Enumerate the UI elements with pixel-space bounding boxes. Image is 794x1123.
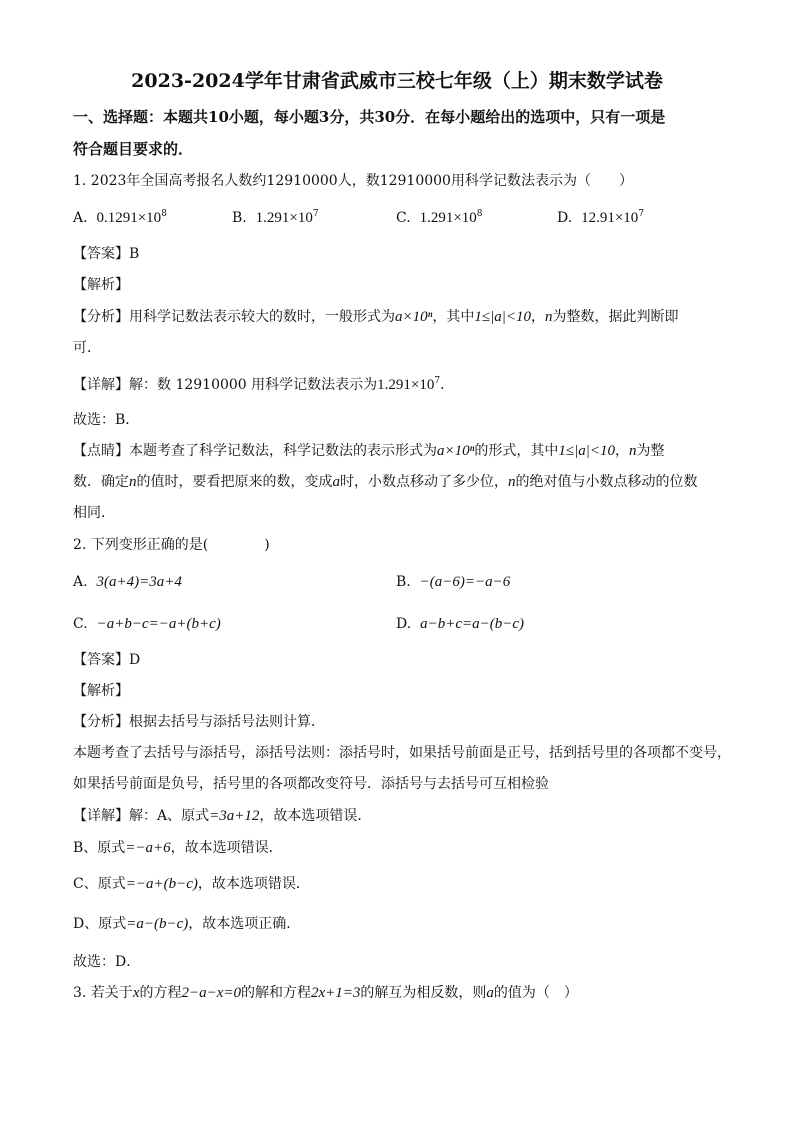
q2-option-b — [396, 572, 510, 592]
math-variable: n — [628, 443, 637, 459]
option-letter: A. — [73, 210, 88, 226]
text-run: ，故本选项正确． — [188, 916, 301, 932]
q2-detail-c — [73, 874, 310, 894]
option-value: 3(a+4)=3a+4 — [96, 574, 182, 590]
math-variable: n — [544, 309, 553, 325]
math-expression: =−a+(b−c) — [125, 876, 198, 892]
math-expression: a×10ⁿ — [395, 309, 433, 325]
q2-explain-line2: 如果括号前面是负号，括号里的各项都改变符号．添括号与去括号可互相检验 — [73, 776, 549, 792]
option-letter: B. — [396, 574, 411, 590]
text-run: D、原式 — [73, 916, 127, 932]
q1-answer: 【答案】B — [73, 246, 140, 262]
math-expression: 2x+1=3 — [311, 985, 361, 1001]
q2-detail-a — [73, 806, 371, 826]
q2-explain-line1: 本题考查了去括号与添括号，添括号法则：添括号时，如果括号前面是正号，括到括号里的各项都不变号， — [73, 745, 731, 761]
math-variable: a — [486, 985, 494, 1001]
math-expression: 1≤|a|<10 — [474, 309, 531, 325]
text-run: ，故本选项错误． — [197, 876, 310, 892]
text-run: ， — [614, 443, 629, 459]
math-variable: n — [508, 474, 516, 490]
option-value: 1.291×10 — [255, 210, 313, 226]
option-letter: D. — [396, 616, 412, 632]
option-value: −a+b−c=−a+(b+c) — [96, 616, 221, 632]
q2-analysis-tag: 【解析】 — [73, 683, 129, 699]
text-run: C、原式 — [73, 876, 126, 892]
section-heading-line2: 符合题目要求的． — [73, 140, 194, 158]
q1-fenxi-line1 — [73, 307, 678, 327]
q1-choice: 故选：B． — [73, 412, 140, 428]
option-value: 0.1291×10 — [96, 210, 162, 226]
math-expression: 1≤|a|<10 — [558, 443, 615, 459]
text-run: ，故本选项错误． — [259, 808, 372, 824]
option-value: −(a−6)=−a−6 — [419, 574, 511, 590]
section-heading-line1: 一、选择题：本题共10小题，每小题3分，共30分．在每小题给出的选项中，只有一项是 — [73, 108, 666, 126]
text-run: ，其中 — [432, 309, 475, 325]
option-value: a−b+c=a−(b−c) — [420, 616, 525, 632]
q1-stem: 1. 2023年全国高考报名人数约12910000人，数12910000用科学记数法表示为（ ） — [73, 173, 633, 189]
q2-answer: 【答案】D — [73, 652, 141, 668]
option-value: 1.291×10 — [419, 210, 477, 226]
text-run: 【详解】解：A、原式 — [73, 808, 210, 824]
math-expression: a×10ⁿ — [437, 443, 475, 459]
text-run: 3. 若关于 — [73, 985, 133, 1001]
text-run: 【详解】解：数 12910000 用科学记数法表示为 — [73, 377, 378, 393]
q3-stem — [73, 983, 578, 1003]
q1-dianjing-line3: 相同． — [73, 505, 115, 521]
q2-choice: 故选：D． — [73, 954, 141, 970]
text-run: 数．确定 — [73, 474, 129, 490]
q1-analysis-tag: 【解析】 — [73, 277, 129, 293]
q1-option-c — [396, 208, 483, 228]
text-run: 时，小数点移动了多少位， — [340, 474, 508, 490]
q2-fenxi: 【分析】根据去括号与添括号法则计算． — [73, 714, 325, 730]
option-letter: C. — [396, 210, 411, 226]
q1-detail — [73, 375, 454, 395]
text-run: 的值为（ ） — [493, 985, 578, 1001]
text-run: B、原式 — [73, 840, 126, 856]
text-run: 的解互为相反数，则 — [360, 985, 487, 1001]
option-exponent: 7 — [312, 209, 319, 219]
q1-option-a — [73, 208, 167, 228]
q2-stem: 2. 下列变形正确的是( ) — [73, 537, 270, 553]
option-exponent: 8 — [476, 209, 483, 219]
q1-dianjing-line1 — [73, 441, 664, 461]
math-expression: 1.291×10 — [377, 377, 435, 393]
math-variable: n — [129, 474, 137, 490]
q2-option-c — [73, 614, 221, 634]
q1-dianjing-line2 — [73, 472, 698, 492]
text-run: 【点睛】本题考查了科学记数法，科学记数法的表示形式为 — [73, 443, 437, 459]
q1-fenxi-line2: 可． — [73, 340, 101, 356]
math-expression: 2−a−x=0 — [181, 985, 242, 1001]
q2-detail-b — [73, 838, 283, 858]
text-run: 的解和方程 — [241, 985, 312, 1001]
math-expression: =a−(b−c) — [126, 916, 189, 932]
q1-option-d — [557, 208, 644, 228]
text-run: 的形式，其中 — [474, 443, 559, 459]
q1-option-b — [232, 208, 319, 228]
text-run: 为整数，据此判断即 — [552, 309, 679, 325]
math-expression: =3a+12 — [209, 808, 260, 824]
option-exponent: 8 — [161, 209, 167, 219]
math-variable: x — [132, 985, 140, 1001]
option-letter: B. — [232, 210, 247, 226]
text-run: 【分析】用科学记数法表示较大的数时，一般形式为 — [73, 309, 395, 325]
text-run: ，故本选项错误． — [170, 840, 283, 856]
q2-option-d — [396, 614, 524, 634]
option-letter: A. — [73, 574, 88, 590]
text-run: 的方程 — [139, 985, 182, 1001]
option-value: 12.91×10 — [581, 210, 639, 226]
math-exponent: 7 — [434, 376, 441, 386]
q2-option-a — [73, 572, 182, 592]
text-run: 的绝对值与小数点移动的位数 — [515, 474, 698, 490]
math-variable: a — [332, 474, 340, 490]
text-run: 为整 — [636, 443, 665, 459]
option-exponent: 7 — [638, 209, 645, 219]
page-title: 2023-2024学年甘肃省武威市三校七年级（上）期末数学试卷 — [131, 70, 663, 92]
text-run: ， — [530, 309, 545, 325]
math-expression: =−a+6 — [125, 840, 171, 856]
option-letter: D. — [557, 210, 573, 226]
text-run: 的值时，要看把原来的数，变成 — [136, 474, 333, 490]
q2-detail-d — [73, 914, 300, 934]
option-letter: C. — [73, 616, 88, 632]
text-run: ． — [440, 377, 455, 393]
